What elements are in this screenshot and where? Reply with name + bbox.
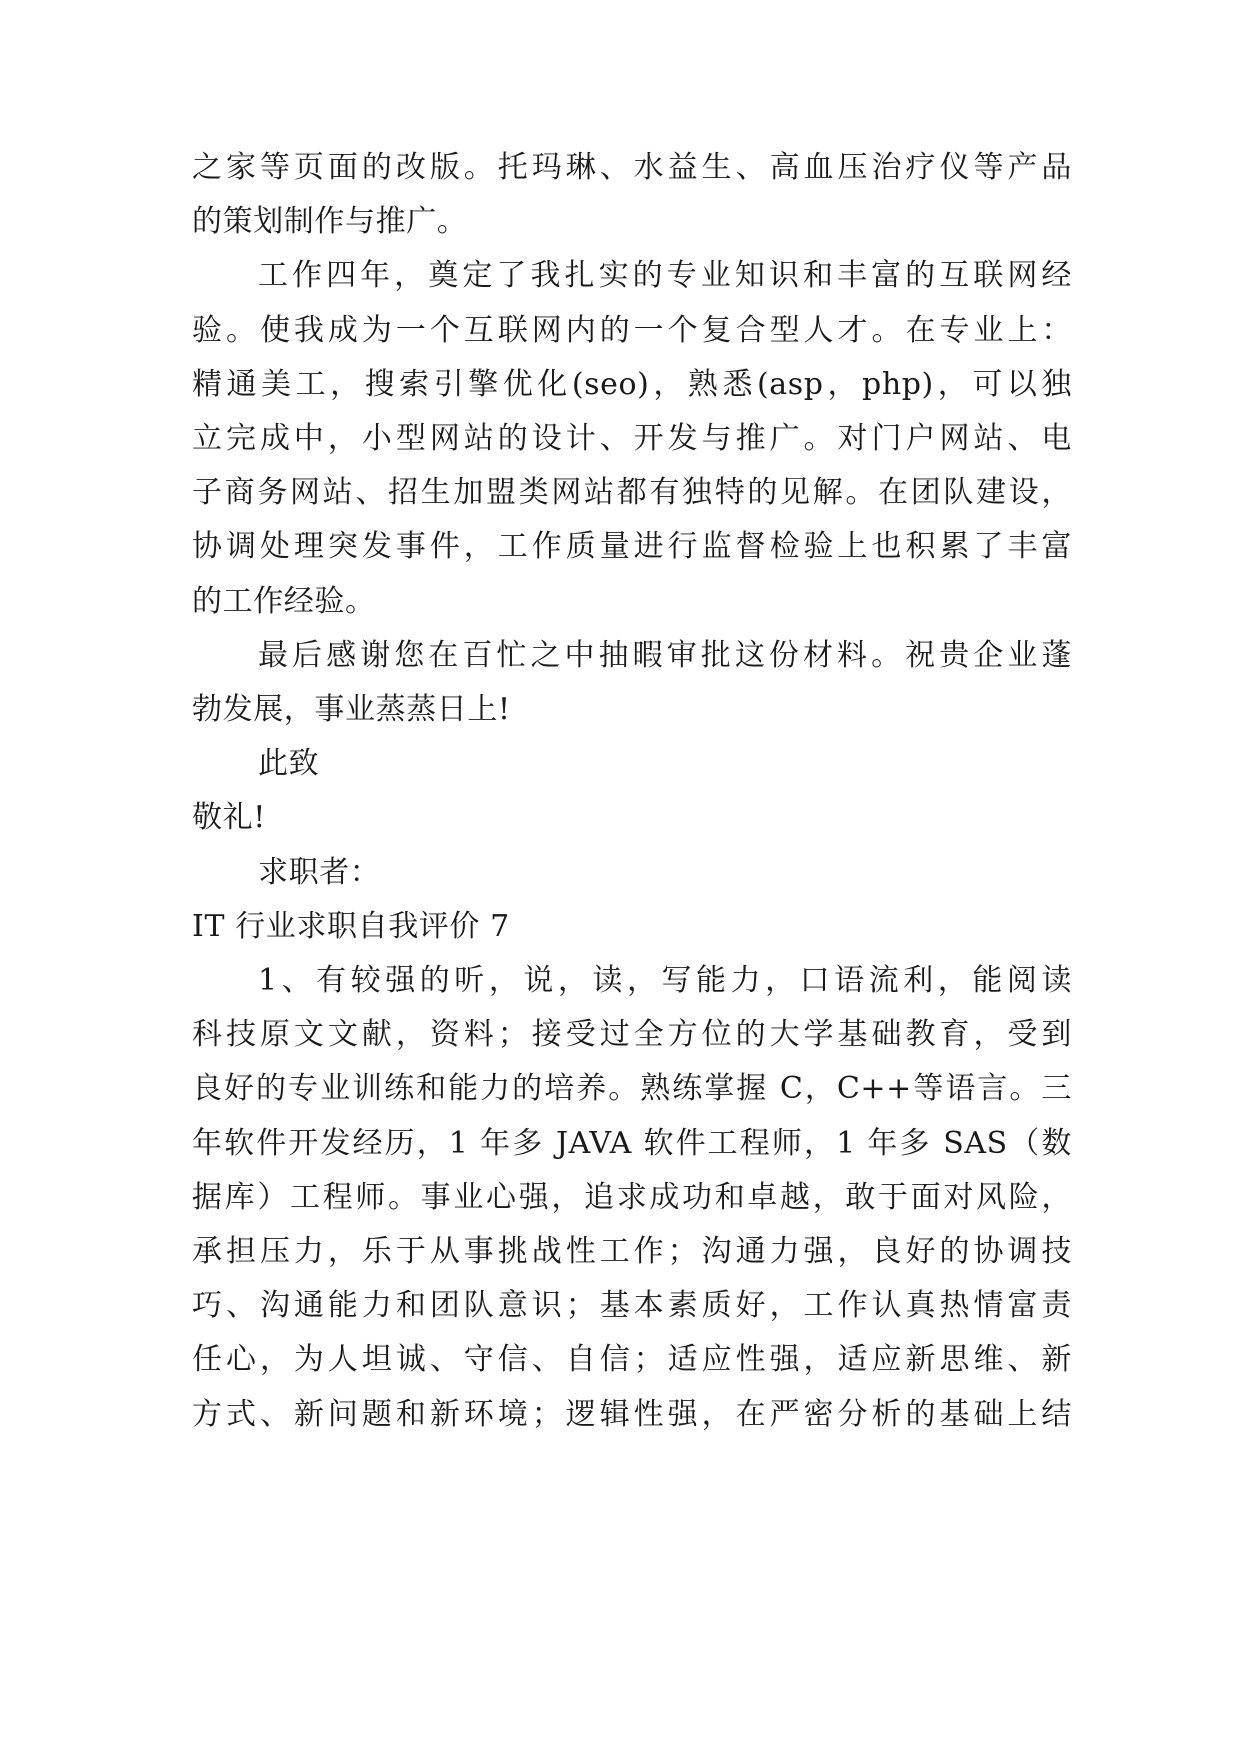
text-line: 求职者： <box>258 855 381 890</box>
text-line: 最后感谢您在百忙之中抽暇审批这份材料。祝贵企业蓬 <box>258 638 1072 673</box>
text-line: 任心，为人坦诚、守信、自信；适应性强，适应新思维、新 <box>192 1342 1072 1377</box>
text-line: 之家等页面的改版。托玛琳、水益生、高血压治疗仪等产品 <box>192 150 1072 185</box>
text-line: 精通美工，搜索引擎优化(seo)，熟悉(asp，php)，可以独 <box>192 367 1072 402</box>
text-line: 立完成中，小型网站的设计、开发与推广。对门户网站、电 <box>192 421 1072 456</box>
text-line: 1、有较强的听，说，读，写能力，口语流利，能阅读 <box>258 963 1072 998</box>
text-line: 勃发展，事业蒸蒸日上! <box>192 692 511 727</box>
text-line: 工作四年，奠定了我扎实的专业知识和丰富的互联网经 <box>258 258 1072 293</box>
text-line: 协调处理突发事件，工作质量进行监督检验上也积累了丰富 <box>192 529 1072 564</box>
text-line: 科技原文文献，资料；接受过全方位的大学基础教育，受到 <box>192 1017 1072 1052</box>
text-line: 的工作经验。 <box>192 584 376 619</box>
text-line: 验。使我成为一个互联网内的一个复合型人才。在专业上： <box>192 313 1072 348</box>
text-line: 巧、沟通能力和团队意识；基本素质好，工作认真热情富责 <box>192 1288 1072 1323</box>
text-line: 敬礼! <box>192 800 266 835</box>
text-line: 方式、新问题和新环境；逻辑性强，在严密分析的基础上结 <box>192 1397 1072 1432</box>
text-line: 此致 <box>258 746 320 781</box>
text-line: 年软件开发经历，1 年多 JAVA 软件工程师，1 年多 SAS（数 <box>192 1126 1072 1161</box>
text-line: 子商务网站、招生加盟类网站都有独特的见解。在团队建设， <box>192 475 1072 510</box>
text-line: IT 行业求职自我评价 7 <box>192 909 510 944</box>
text-line: 据库）工程师。事业心强，追求成功和卓越，敢于面对风险， <box>192 1180 1072 1215</box>
text-line: 的策划制作与推广。 <box>192 204 468 239</box>
text-line: 良好的专业训练和能力的培养。熟练掌握 C，C++等语言。三 <box>192 1071 1072 1106</box>
text-line: 承担压力，乐于从事挑战性工作；沟通力强，良好的协调技 <box>192 1234 1072 1269</box>
